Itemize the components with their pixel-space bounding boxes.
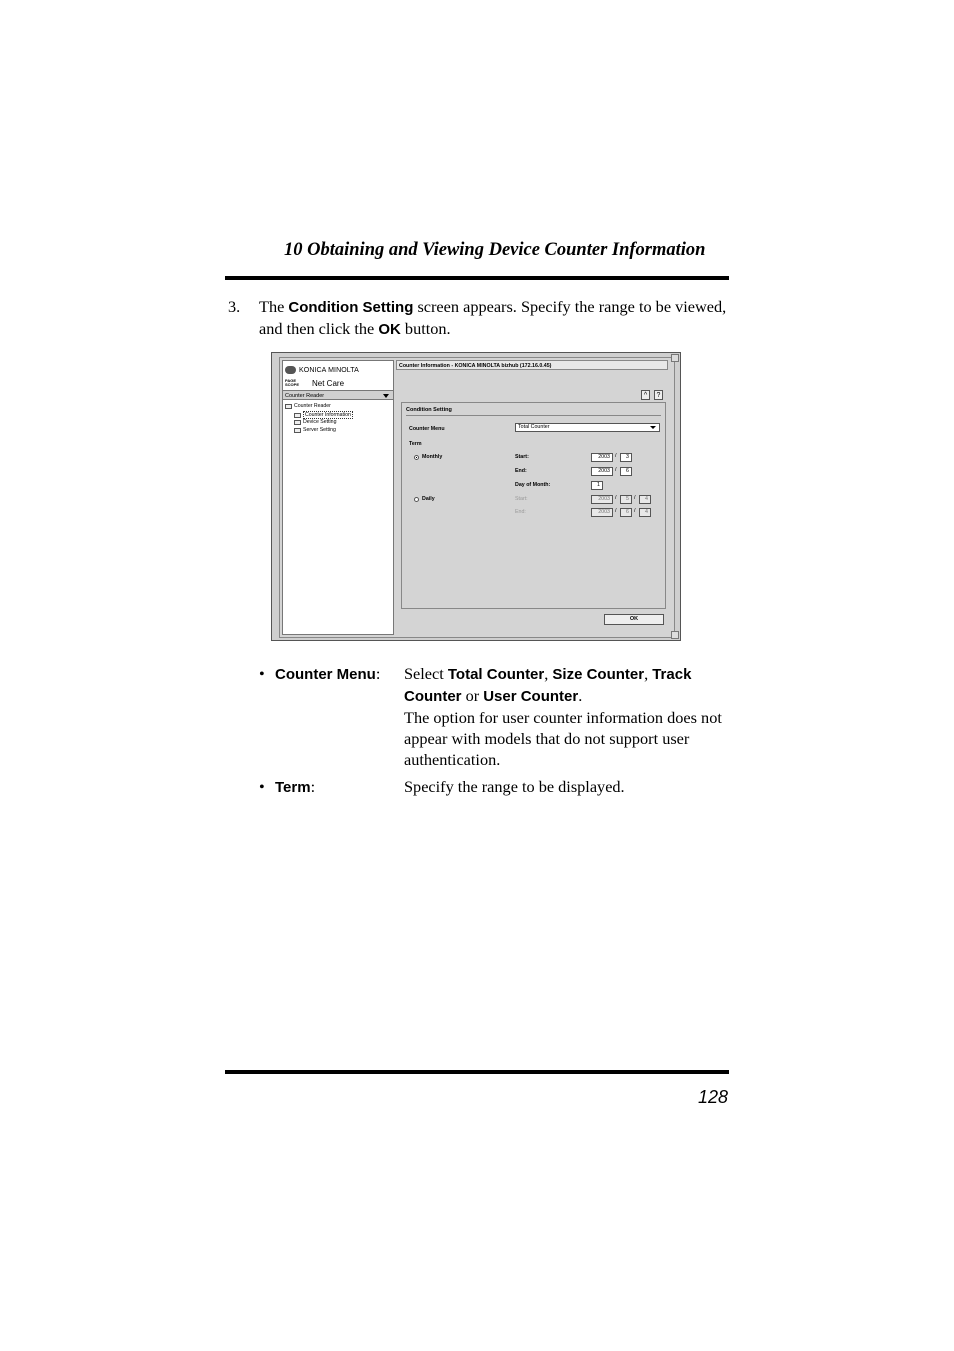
daily-end-day-field[interactable]: 4	[639, 508, 651, 517]
step-text-post: button.	[400, 319, 451, 338]
option-total-counter: Total Counter	[447, 666, 545, 683]
bullet-note: The option for user counter information does not appear with models that do not support user authentication.	[404, 708, 722, 769]
tree-item-server-setting[interactable]: Server Setting	[294, 427, 336, 433]
daily-radio[interactable]	[414, 497, 419, 502]
page-number: 128	[697, 1087, 728, 1107]
header-rule	[225, 276, 729, 280]
date-separator: /	[615, 495, 617, 501]
daily-end-month-field[interactable]: 6	[620, 508, 632, 517]
brand-logo	[285, 364, 359, 376]
tree-item-device-setting[interactable]: Device Setting	[294, 419, 336, 425]
bullet-term	[259, 776, 729, 798]
app-logo	[285, 377, 344, 389]
daily-label: Daily	[422, 496, 435, 502]
option-user-counter: User Counter	[483, 688, 579, 705]
term-label: Term	[409, 441, 422, 447]
daily-end-label: End:	[515, 509, 526, 515]
navigation-pane	[282, 360, 394, 635]
chevron-down-icon	[383, 394, 389, 398]
condition-setting-panel	[401, 402, 666, 609]
monthly-start-label: Start:	[515, 454, 529, 460]
heading-divider	[406, 415, 661, 416]
counter-menu-value: Total Counter	[518, 424, 550, 430]
step-text	[259, 296, 729, 340]
pagescope-icon: PAGE SCOPE	[285, 377, 300, 387]
bullet-term-label: Term:	[275, 777, 316, 796]
konica-minolta-logo-icon	[285, 366, 296, 374]
condition-setting-screenshot	[271, 352, 681, 641]
bullet-marker: •	[259, 777, 265, 796]
daily-start-label: Start:	[515, 496, 528, 502]
date-separator: /	[634, 508, 636, 514]
day-of-month-label: Day of Month:	[515, 482, 551, 488]
daily-start-month-field[interactable]: 5	[620, 495, 632, 504]
bullet-marker: •	[259, 664, 265, 683]
folder-icon	[294, 428, 301, 433]
counter-menu-select[interactable]	[515, 423, 660, 432]
bullet-term: Counter Menu:	[275, 664, 381, 683]
content-pane	[396, 360, 671, 633]
daily-end-year-field[interactable]: 2003	[591, 508, 613, 517]
app-window	[279, 357, 675, 638]
home-icon[interactable]: ^	[641, 390, 650, 400]
monthly-radio[interactable]	[414, 455, 419, 460]
step-text-mid: screen appears. Specify the range to be viewed, and then click the	[259, 297, 727, 338]
monthly-end-label: End:	[515, 468, 527, 474]
date-separator: /	[615, 508, 617, 514]
monthly-end-month-field[interactable]: 6	[620, 467, 632, 476]
section-heading: Condition Setting	[406, 407, 452, 413]
app-name: Net Care	[312, 378, 345, 388]
window-title: Counter Information - KONICA MINOLTA bizhub (172.16.0.45)	[396, 360, 668, 370]
monthly-label: Monthly	[422, 454, 443, 460]
option-track-counter: Track Counter	[404, 666, 692, 705]
option-size-counter: Size Counter	[552, 666, 645, 683]
chevron-down-icon	[650, 426, 656, 429]
module-selector-value: Counter Reader	[285, 393, 325, 399]
day-of-month-field[interactable]: 1	[591, 481, 603, 490]
tree-item-counter-information[interactable]: Counter Information	[294, 411, 353, 419]
folder-icon	[285, 404, 292, 409]
bullet-counter-menu	[259, 663, 729, 773]
date-separator: /	[615, 467, 617, 473]
scroll-down-icon[interactable]	[671, 631, 679, 639]
date-separator: /	[634, 495, 636, 501]
chapter-title: 10 Obtaining and Viewing Device Counter Information	[284, 240, 706, 260]
brand-name: KONICA MINOLTA	[299, 366, 359, 374]
bullet-description: Select Total Counter, Size Counter, Track Counter or User Counter. The option for user counter information does not appear with models that do not support user authentication.	[404, 664, 722, 769]
step-number: 3.	[228, 297, 241, 316]
module-selector[interactable]	[283, 390, 393, 400]
tree-item-counter-reader[interactable]: Counter Reader	[285, 403, 331, 409]
date-separator: /	[615, 453, 617, 459]
monthly-start-month-field[interactable]: 3	[620, 453, 632, 462]
help-icon[interactable]: ?	[654, 390, 663, 400]
folder-icon	[294, 420, 301, 425]
step-bold-condition-setting: Condition Setting	[288, 299, 414, 316]
counter-menu-label: Counter Menu	[409, 426, 445, 432]
folder-icon	[294, 413, 301, 418]
monthly-start-year-field[interactable]: 2003	[591, 453, 613, 462]
step-bold-ok: OK	[378, 321, 401, 338]
step-text-pre: The	[259, 297, 289, 316]
monthly-end-year-field[interactable]: 2003	[591, 467, 613, 476]
footer-rule	[225, 1070, 729, 1074]
bullet-description: Specify the range to be displayed.	[404, 777, 625, 796]
daily-start-year-field[interactable]: 2003	[591, 495, 613, 504]
scroll-up-icon[interactable]	[671, 354, 679, 362]
ok-button[interactable]: OK	[604, 614, 664, 625]
daily-start-day-field[interactable]: 4	[639, 495, 651, 504]
